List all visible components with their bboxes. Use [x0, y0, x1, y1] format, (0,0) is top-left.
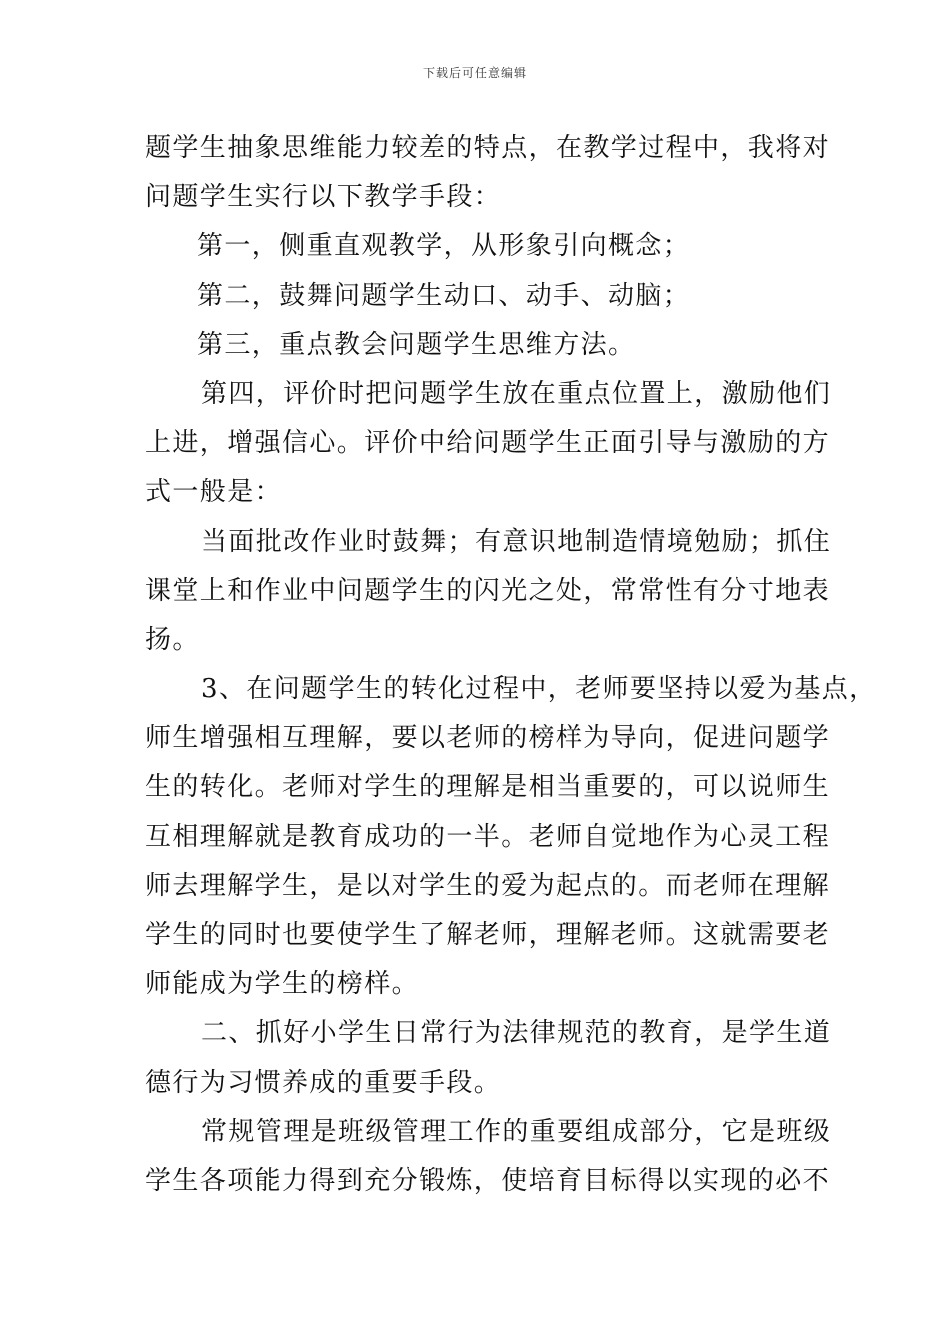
text-line: 二、抓好小学生日常行为法律规范的教育，是学生道 — [201, 1018, 832, 1049]
text-line: 课堂上和作业中问题学生的闪光之处，常常性有分寸地表 — [145, 575, 831, 606]
text-line: 生的转化。老师对学生的理解是相当重要的，可以说师生 — [145, 772, 831, 803]
text-line: 上进，增强信心。评价中给问题学生正面引导与激励的方 — [145, 428, 831, 459]
text-line: 式一般是： — [145, 477, 283, 508]
text-line: 3、在问题学生的转化过程中，老师要坚持以爱为基点， — [201, 674, 877, 705]
text-line: 第三，重点教会问题学生思维方法。 — [197, 329, 636, 360]
text-line: 学生的同时也要使学生了解老师，理解老师。这就需要老 — [145, 920, 831, 950]
text-line: 问题学生实行以下教学手段： — [145, 182, 502, 213]
text-line: 第四，评价时把问题学生放在重点位置上，激励他们 — [201, 378, 832, 409]
text-line: 师去理解学生，是以对学生的爱为起点的。而老师在理解 — [145, 870, 831, 901]
text-line: 德行为习惯养成的重要手段。 — [145, 1067, 502, 1098]
text-line: 学生各项能力得到充分锻炼，使培育目标得以实现的必不 — [145, 1165, 831, 1196]
text-line: 扬。 — [145, 624, 200, 655]
text-line: 常规管理是班级管理工作的重要组成部分，它是班级 — [201, 1116, 832, 1147]
text-line: 第一，侧重直观教学，从形象引向概念； — [197, 231, 691, 262]
document-body — [145, 124, 877, 1206]
text-line: 师生增强相互理解，要以老师的榜样为导向，促进问题学 — [145, 723, 831, 754]
text-line: 互相理解就是教育成功的一半。老师自觉地作为心灵工程 — [145, 821, 831, 852]
text-line: 第二，鼓舞问题学生动口、动手、动脑； — [197, 280, 691, 311]
text-line: 师能成为学生的榜样。 — [145, 969, 420, 1000]
page-header: 下载后可任意编辑 — [422, 66, 527, 80]
text-line: 当面批改作业时鼓舞；有意识地制造情境勉励；抓住 — [201, 526, 832, 557]
text-line: 题学生抽象思维能力较差的特点，在教学过程中，我将对 — [145, 133, 831, 163]
